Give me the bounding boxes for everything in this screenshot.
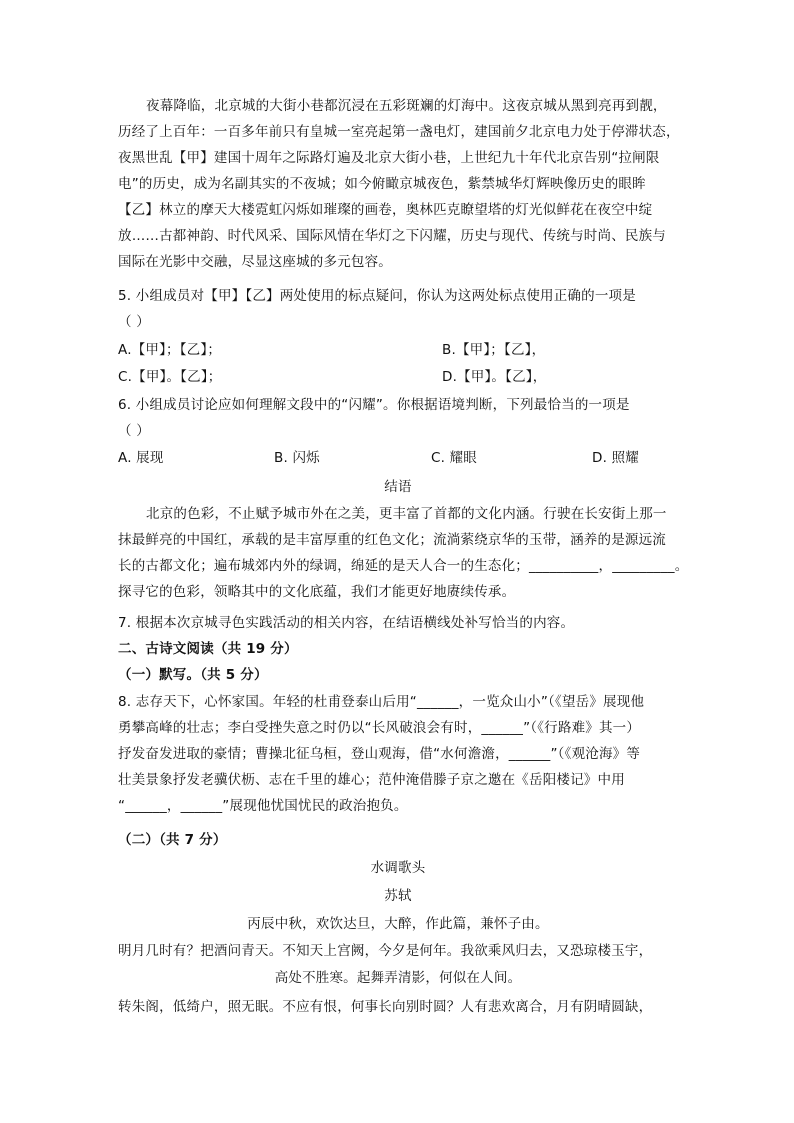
passage-line: 放……古都神韵、时代风采、国际风情在华灯之下闪耀，历史与现代、传统与时尚、民族与 xyxy=(118,228,666,244)
question-8 xyxy=(118,689,678,819)
passage-paragraph xyxy=(118,93,678,275)
question-6-answer-paren: （ ） xyxy=(118,423,150,439)
question-6-options-row xyxy=(118,445,678,471)
subsection-heading: （二）（共 7 分） xyxy=(118,832,227,848)
option-c: C.【甲】。【乙】； xyxy=(118,369,222,385)
subsection-heading: （一）默写。（共 5 分） xyxy=(118,667,268,683)
conclusion-paragraph xyxy=(118,501,689,605)
option-a: A.【甲】；【乙】； xyxy=(118,342,222,358)
option-b: B.【甲】；【乙】， xyxy=(442,342,546,358)
question-6-stem: 6. 小组成员讨论应如何理解文段中的“闪耀”。你根据语境判断，下列最恰当的一项是 xyxy=(118,397,630,413)
question-8-line: “______，______”展现他忧国忧民的政治抱负。 xyxy=(118,798,408,814)
poem-author: 苏轼 xyxy=(384,888,412,904)
poem-line: 高处不胜寒。起舞弄清影，何似在人间。 xyxy=(274,970,522,986)
option-b: B. 闪烁 xyxy=(274,450,320,466)
question-8-line: 勇攀高峰的壮志；李白受挫失意之时仍以“长风破浪会有时，______”（《行路难》其一） xyxy=(118,720,641,736)
poem-title: 水调歌头 xyxy=(370,860,426,876)
question-5-stem: 5. 小组成员对【甲】【乙】两处使用的标点疑问，你认为这两处标点使用正确的一项是 xyxy=(118,288,636,304)
passage-line: 夜幕降临，北京城的大街小巷都沉浸在五彩斑斓的灯海中。这夜京城从黑到亮再到靓， xyxy=(146,98,667,114)
option-c: C. 耀眼 xyxy=(431,450,478,466)
question-8-line: 抒发奋发进取的豪情；曹操北征乌桓，登山观海，借“水何澹澹，______”（《观沧海》等 xyxy=(118,746,641,762)
passage-line: 【乙】林立的摩天大楼霓虹闪烁如璀璨的画卷，奥林匹克瞭望塔的灯光似鲜花在夜空中绽 xyxy=(118,202,653,218)
poem-preface: 丙辰中秋，欢饮达旦，大醉，作此篇，兼怀子由。 xyxy=(247,916,549,932)
question-5-options-row-1 xyxy=(118,337,678,363)
question-8-line: 壮美景象抒发老骥伏枥、志在千里的雄心；范仲淹借滕子京之邀在《岳阳楼记》中用 xyxy=(118,772,625,788)
poem-line: 明月几时有？把酒问青天。不知天上宫阙，今夕是何年。我欲乘风归去，又恐琼楼玉宇， xyxy=(118,943,653,959)
passage-line: 历经了上百年：一百多年前只有皇城一室亮起第一盏电灯，建国前夕北京电力处于停滞状态， xyxy=(118,124,680,140)
passage-line: 电”的历史，成为名副其实的不夜城；如今俯瞰京城夜色，紫禁城华灯辉映像历史的眼眸 xyxy=(118,176,646,192)
section-heading: 二、古诗文阅读（共 19 分） xyxy=(118,641,298,657)
conclusion-line: 长的古都文化；遍布城郊内外的绿调，绵延的是天人合一的生态化；__________，_________。 xyxy=(118,558,689,574)
question-7: 7. 根据本次京城寻色实践活动的相关内容，在结语横线处补写恰当的内容。 xyxy=(118,615,575,631)
conclusion-title: 结语 xyxy=(384,479,412,495)
conclusion-line: 探寻它的色彩，领略其中的文化底蕴，我们才能更好地赓续传承。 xyxy=(118,584,516,600)
conclusion-line: 北京的色彩，不止赋予城市外在之美，更丰富了首都的文化内涵。行驶在长安街上那一 xyxy=(146,506,667,522)
question-5-options-row-2 xyxy=(118,364,678,390)
passage-line: 夜黑世乱【甲】建国十周年之际路灯遍及北京大街小巷，上世纪九十年代北京告别“拉闸限 xyxy=(118,150,660,166)
question-5-answer-paren: （ ） xyxy=(118,314,150,330)
passage-line: 国际在光影中交融，尽显这座城的多元包容。 xyxy=(118,254,392,270)
conclusion-line: 抹最鲜亮的中国红，承载的是丰富厚重的红色文化；流淌萦绕京华的玉带，涵养的是源远流 xyxy=(118,532,666,548)
poem-line: 转朱阁，低绮户，照无眠。不应有恨，何事长向别时圆？人有悲欢离合，月有阴晴圆缺， xyxy=(118,999,653,1015)
question-8-line: 8. 志存天下，心怀家国。年轻的杜甫登泰山后用“______，一览众山小”（《望岳》展现他 xyxy=(118,694,645,710)
option-d: D.【甲】。【乙】， xyxy=(442,369,547,385)
option-a: A. 展现 xyxy=(118,450,164,466)
option-d: D. 照耀 xyxy=(592,450,639,466)
